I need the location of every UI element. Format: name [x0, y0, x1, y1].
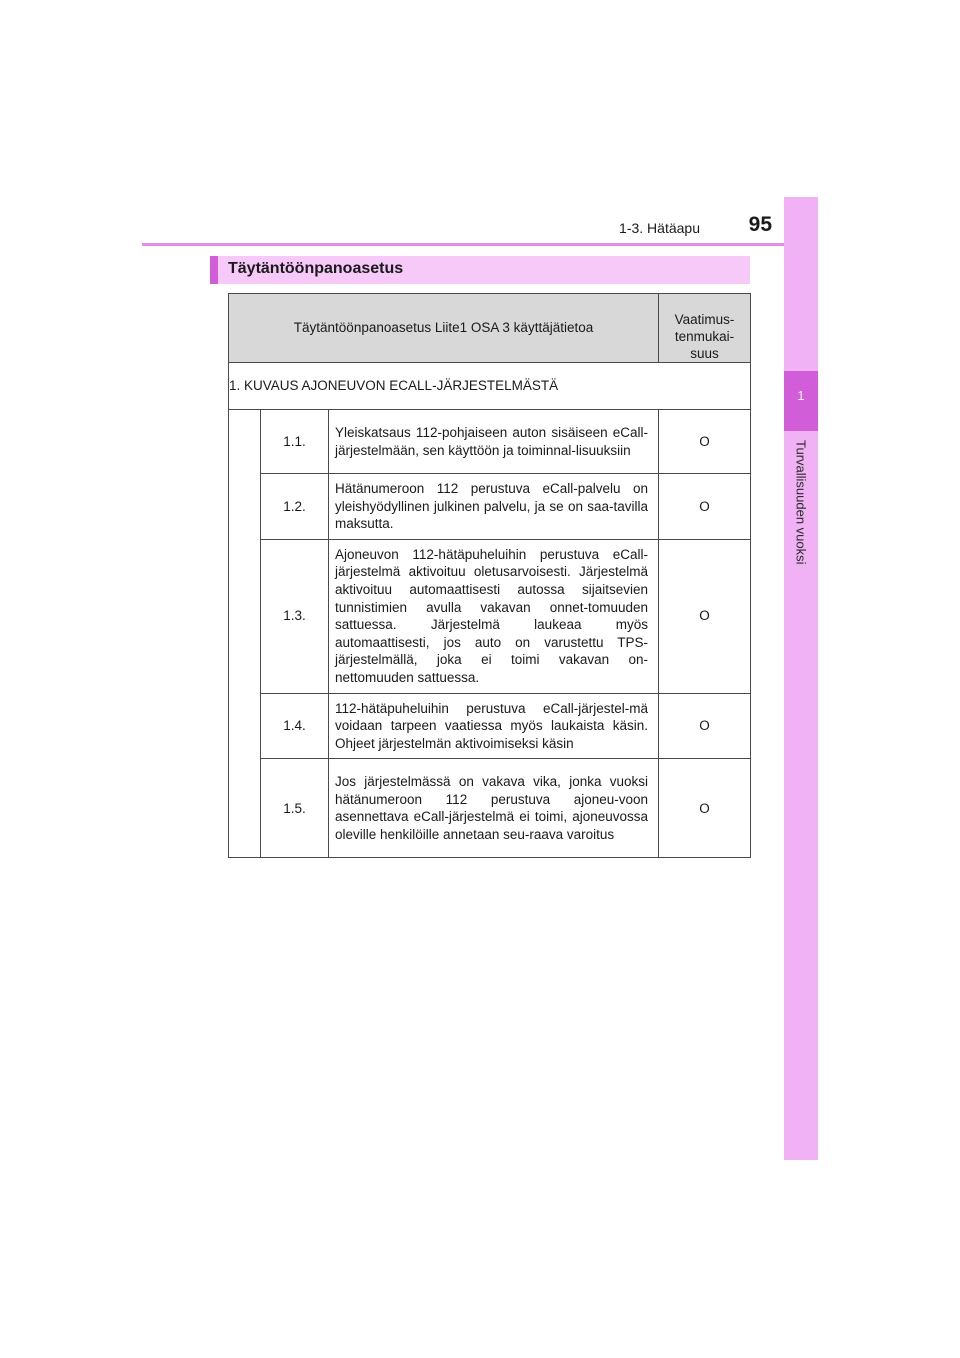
item-number: 1.4. — [261, 693, 329, 759]
item-text: 112-hätäpuheluihin perustuva eCall-järjestel-mä voidaan tarpeen vaatiessa myös laukaista käsin. Ohjeet järjestelmän aktivoimiseksi käsin — [329, 693, 659, 759]
header-compliance-text: Vaatimus- tenmukai- suus — [674, 312, 735, 361]
item-compliance-mark: O — [659, 474, 751, 540]
table-row — [229, 474, 751, 540]
table-row — [229, 539, 751, 693]
section-heading-text: Täytäntöönpanoasetus — [228, 260, 404, 277]
item-number: 1.5. — [261, 759, 329, 858]
table-row — [229, 759, 751, 858]
chapter-title: Turvallisuuden vuoksi — [793, 440, 809, 565]
item-compliance-mark: O — [659, 410, 751, 474]
section-heading — [210, 256, 750, 284]
section-row-text: 1. KUVAUS AJONEUVON ECALL-JÄRJESTELMÄSTÄ — [229, 363, 751, 410]
requirements-table — [228, 293, 751, 858]
item-text: Jos järjestelmässä on vakava vika, jonka vuoksi hätänumeroon 112 perustuva ajoneu-voon asennettava eCall-järjestelmä ei toimi, ajoneuvossa oleville henkilöille annetaan seu-raava varoitus — [329, 759, 659, 858]
page-number: 95 — [748, 213, 772, 236]
item-text: Hätänumeroon 112 perustuva eCall-palvelu on yleishyödyllinen julkinen palvelu, ja se on saa-tavilla maksutta. — [329, 474, 659, 540]
item-number: 1.3. — [261, 539, 329, 693]
table-section-row — [229, 363, 751, 410]
item-number: 1.1. — [261, 410, 329, 474]
header-description: Täytäntöönpanoasetus Liite1 OSA 3 käyttäjätietoa — [229, 294, 659, 363]
table-row — [229, 693, 751, 759]
item-text: Ajoneuvon 112-hätäpuheluihin perustuva eCall-järjestelmä aktivoituu oletusarvoisesti. Järjestelmä aktivoituu automaattisesti autossa sijaitsevien tunnistimien avulla vakavan onnet-tomuuden sattuessa. Järjestelmä laukeaa myös automaattisesti, jos auto on varustettu TPS-järjestelmällä, joka ei toimi vakavan on-nettomuuden sattuessa. — [329, 539, 659, 693]
header-section-title: 1-3. Hätäapu — [619, 220, 700, 236]
item-compliance-mark: O — [659, 693, 751, 759]
header-divider — [142, 243, 818, 246]
item-text: Yleiskatsaus 112-pohjaiseen auton sisäiseen eCall-järjestelmään, sen käyttöön ja toiminnal-lisuuksiin — [329, 410, 659, 474]
item-compliance-mark: O — [659, 759, 751, 858]
indent-cell — [229, 410, 261, 858]
item-number: 1.2. — [261, 474, 329, 540]
table-header-row — [229, 294, 751, 363]
header-compliance — [659, 294, 751, 363]
item-compliance-mark: O — [659, 539, 751, 693]
chapter-number: 1 — [797, 388, 805, 403]
table-row — [229, 410, 751, 474]
chapter-side-tab — [784, 197, 818, 1160]
